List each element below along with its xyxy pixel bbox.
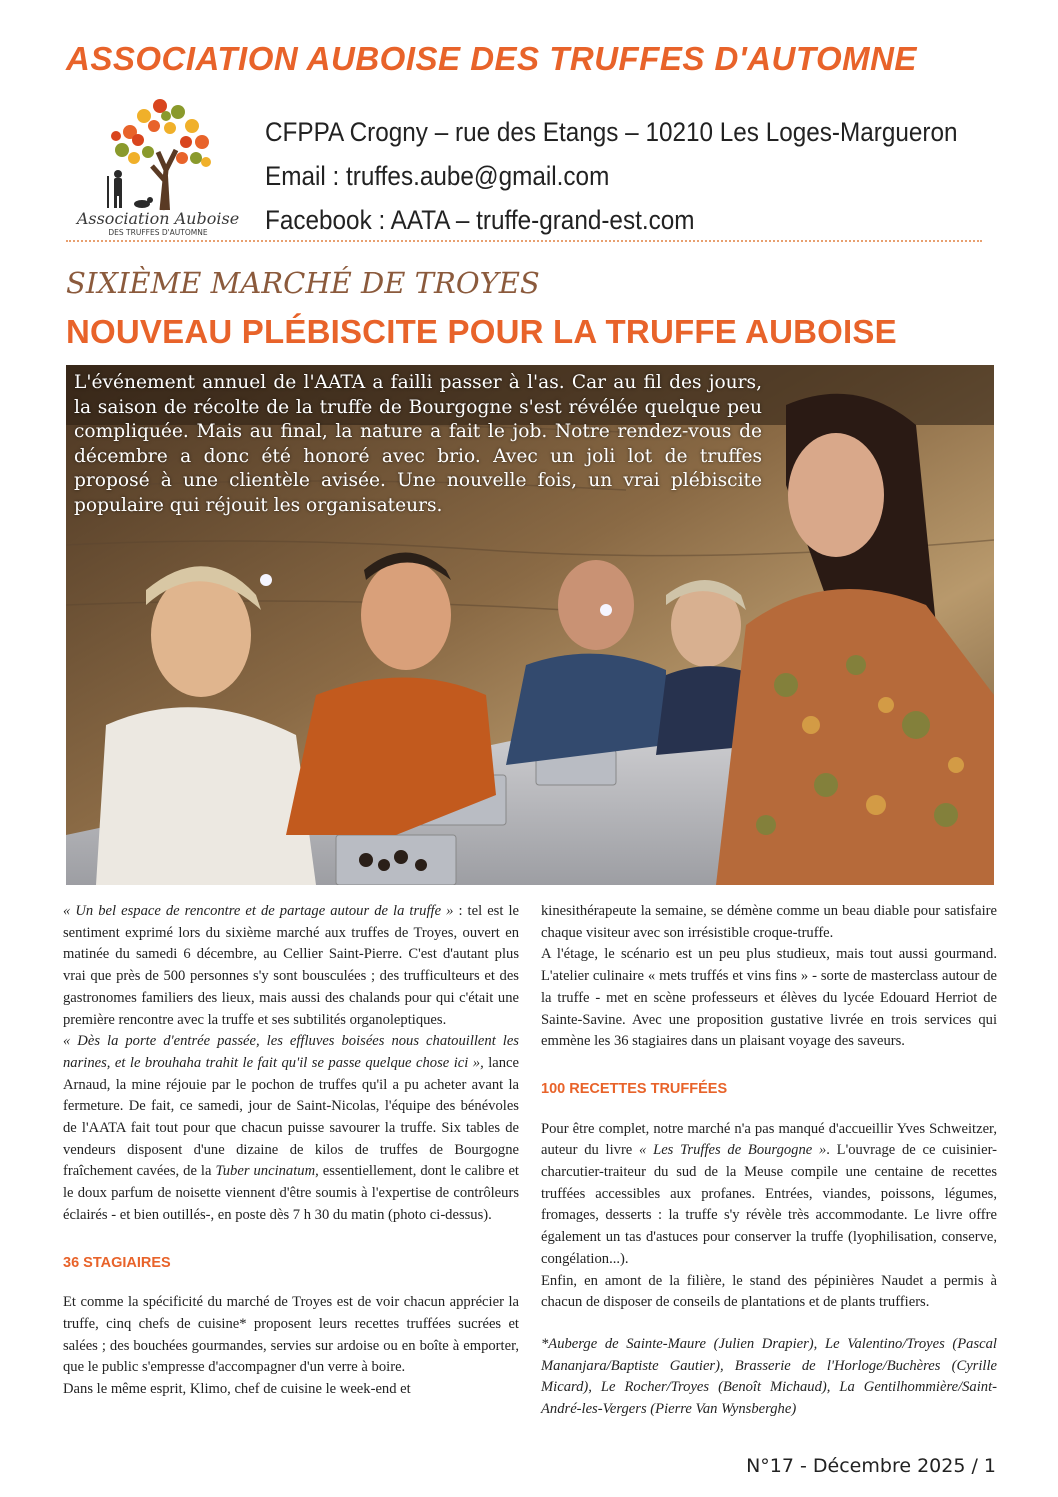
- tree-logo-icon: [70, 92, 246, 237]
- article-photo: [66, 365, 994, 885]
- body-text: . L'ouvrage de ce cuisinier-charcutier-traiteur du sud de la Meuse compile une centaine de recettes truffées accessibles aux profanes. Entrées, viandes, poissons, légumes, fromages, desserts : la truffe s'y révèle très accommodante. Le livre offre également un tas d'astuces pour conserver la truffe (lyophilisation, conserve, congélation...).: [541, 1142, 998, 1267]
- contact-block: [265, 110, 958, 242]
- article-lead: L'événement annuel de l'AATA a failli passer à l'as. Car au fil des jours, la saison de récolte de la truffe de Bourgogne s'est révélée quelque peu compliquée. Mais au final, la nature a fait le job. Notre rendez-vous de décembre a donc été honoré avec brio. Avec un joli lot de truffes proposé à une clientèle avisée. Une nouvelle fois, un vrai plébiscite populaire qui réjouit les organisateurs.: [74, 372, 762, 516]
- article-headline: NOUVEAU PLÉBISCITE POUR LA TRUFFE AUBOISE: [66, 313, 897, 350]
- article-column-1: [63, 901, 519, 1401]
- paragraph: [63, 1031, 519, 1226]
- body-text: , essentiellement, dont le calibre et le doux parfum de noisette viennent d'être soumis à l'expertise de contrôleurs éclairés - et bien outillés-, en poste dès 7 h 30 du matin (photo ci-dessus).: [63, 1163, 519, 1223]
- paragraph: Et comme la spécificité du marché de Troyes est de voir chacun apprécier la truffe, cinq chefs de cuisine* proposent leurs recettes truffées sucrées et salées ; des bouchées gourmandes, servies sur ardoise ou en boîte à emporter, que le public s'empresse d'accompagner d'un verre à boire.: [63, 1294, 519, 1376]
- paragraph: A l'étage, le scénario est un peu plus studieux, mais tout aussi gourmand. L'atelier culinaire « mets truffés et vins fins » - sorte de masterclass autour de la truffe - met en scène professeurs et élèves du lycée Edouard Herriot de Sainte-Savine. Avec une proposition gustative livrée en trois services qui emmène les 36 stagiaires dans un plaisant voyage des saveurs.: [541, 946, 997, 1050]
- issue-footer: N°17 - Décembre 2025 / 1: [746, 1455, 996, 1477]
- body-text: Pour être complet, notre marché n'a pas manqué d'accueillir Yves Schweitzer, auteur du livre: [541, 1120, 997, 1159]
- contact-facebook[interactable]: Facebook : AATA – truffe-grand-est.com: [265, 205, 695, 235]
- article-column-2: [541, 901, 997, 1421]
- masthead-title: ASSOCIATION AUBOISE DES TRUFFES D'AUTOMNE: [66, 40, 917, 77]
- paragraph: Dans le même esprit, Klimo, chef de cuisine le week-end et: [63, 1381, 411, 1398]
- article-kicker: SIXIÈME MARCHÉ DE TROYES: [66, 266, 540, 300]
- logo-title: Association Auboise: [76, 209, 240, 228]
- paragraph: kinesithérapeute la semaine, se démène comme un beau diable pour satisfaire chaque visiteur avec son irrésistible croque-truffe.: [541, 903, 997, 941]
- quote-text: « Un bel espace de rencontre et de partage autour de la truffe »: [63, 903, 454, 919]
- contact-email[interactable]: Email : truffes.aube@gmail.com: [265, 161, 610, 191]
- association-logo: [70, 92, 246, 237]
- logo-subtitle: DES TRUFFES D'AUTOMNE: [108, 228, 208, 237]
- book-title: « Les Truffes de Bourgogne »: [639, 1142, 827, 1159]
- species-name: Tuber uncinatum: [215, 1163, 316, 1180]
- footnote: *Auberge de Sainte-Maure (Julien Drapier), Le Valentino/Troyes (Pascal Mananjara/Baptiste Gautier), Brasserie de l'Horloge/Buchères (Cyrille Micard), Le Rocher/Troyes (Benoît Michaud), La Gentilhommière/Saint-André-les-Vergers (Pierre Van Wynsberghe): [541, 1335, 997, 1418]
- section-subhead: 36 STAGIAIRES: [63, 1254, 171, 1271]
- quote-text: « Dès la porte d'entrée passée, les effluves boisées nous chatouillent les narines, et le brouhaha trahit le fait qu'il se passe quelque chose ici »,: [63, 1033, 519, 1071]
- body-text: : tel est le sentiment exprimé lors du sixième marché aux truffes de Troyes, ouvert en matinée du samedi 6 décembre, au Cellier Saint-Pierre. C'est d'autant plus vrai que près de 500 personnes s'y sont bousculées ; des trufficulteurs et des gastronomes familiers des lieux, mais aussi des chalands pour qui c'était une première rencontre avec la truffe et ses subtilités organoleptiques.: [63, 903, 519, 1028]
- section-subhead: 100 RECETTES TRUFFÉES: [541, 1080, 728, 1097]
- paragraph: [63, 901, 519, 1031]
- paragraph: Enfin, en amont de la filière, le stand des pépinières Naudet a permis à chacun de disposer de conseils de plantations et de plants truffiers.: [541, 1272, 997, 1311]
- contact-address: CFPPA Crogny – rue des Etangs – 10210 Les Loges-Margueron: [265, 117, 958, 147]
- header-divider: [66, 240, 982, 242]
- body-text: lance Arnaud, la mine réjouie par le pochon de truffes qu'il a pu acheter avant la fermeture. De fait, ce samedi, jour de Saint-Nicolas, l'équipe des bénévoles de l'AATA fait tout pour que chacun puisse savourer la truffe. Six tables de vendeurs disposent d'une dizaine de kilos de truffes de Bourgogne fraîchement cavées, de la: [63, 1054, 519, 1180]
- paragraph: [541, 1119, 997, 1271]
